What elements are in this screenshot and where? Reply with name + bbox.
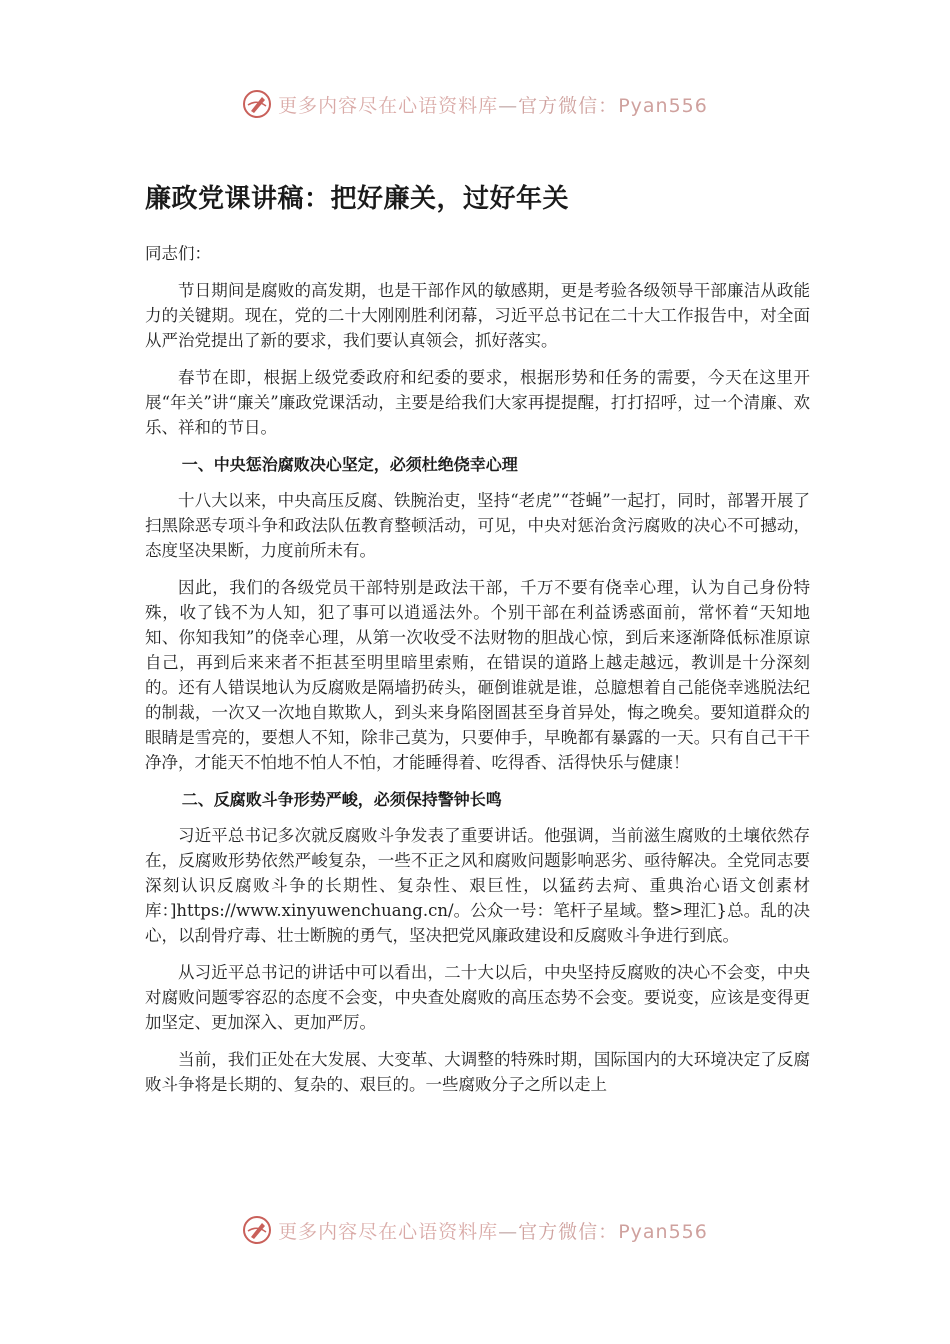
paragraph-5: 习近平总书记多次就反腐败斗争发表了重要讲话。他强调，当前滋生腐败的土壤依然存在，反腐败形势依然严峻复杂，一些不正之风和腐败问题影响恶劣、亟待解决。全党同志要深刻认识反腐败斗争的长期性、复杂性、艰巨性，以猛药去疴、重典治心语文创素材库：]https://www.xinyuwenchuang.cn/。公众一号：笔杆子星域。整>理汇}总。乱的决心，以刮骨疗毒、壮士断腕的勇气，坚决把党风廉政建设和反腐败斗争进行到底。	[145, 826, 810, 945]
document-body	[145, 178, 810, 1109]
banner-wechat-id: Pyan556	[618, 1220, 708, 1243]
pen-ribbon-logo-icon	[242, 1215, 272, 1245]
paragraph-2: 春节在即，根据上级党委政府和纪委的要求，根据形势和任务的需要，今天在这里开展“年关”讲“廉关”廉政党课活动，主要是给我们大家再提提醒，打打招呼，过一个清廉、欢乐、祥和的节日。	[145, 368, 810, 437]
paragraph-3: 十八大以来，中央高压反腐、铁腕治吏，坚持“老虎”“苍蝇”一起打，同时，部署开展了扫黑除恶专项斗争和政法队伍教育整顿活动，可见，中央对惩治贪污腐败的决心不可撼动，态度坚决果断，力度前所未有。	[145, 491, 810, 560]
paragraph-1: 节日期间是腐败的高发期，也是干部作风的敏感期，更是考验各级领导干部廉洁从政能力的关键期。现在，党的二十大刚刚胜利闭幕，习近平总书记在二十大工作报告中，对全面从严治党提出了新的要求，我们要认真领会，抓好落实。	[145, 281, 810, 350]
banner-main-text: 更多内容尽在心语资料库	[278, 1220, 499, 1243]
paragraph-4: 因此，我们的各级党员干部特别是政法干部，千万不要有侥幸心理，认为自己身份特殊，收了钱不为人知，犯了事可以逍遥法外。个别干部在利益诱惑面前，常怀着“天知地知、你知我知”的侥幸心理，从第一次收受不法财物的胆战心惊，到后来逐渐降低标准原谅自己，再到后来来者不拒甚至明里暗里索贿，在错误的道路上越走越远，教训是十分深刻的。还有人错误地认为反腐败是隔墙扔砖头，砸倒谁就是谁，总臆想着自己能侥幸逃脱法纪的制裁，一次又一次地自欺欺人，到头来身陷囹圄甚至身首异处，悔之晚矣。要知道群众的眼睛是雪亮的，要想人不知，除非己莫为，只要伸手，早晚都有暴露的一天。只有自己干干净净，才能天不怕地不怕人不怕，才能睡得着、吃得香、活得快乐与健康！	[145, 578, 810, 772]
banner-separator: —	[498, 1220, 519, 1243]
paragraph-7: 当前，我们正处在大发展、大变革、大调整的特殊时期，国际国内的大环境决定了反腐败斗争将是长期的、复杂的、艰巨的。一些腐败分子之所以走上	[145, 1050, 810, 1094]
section-heading-1: 一、中央惩治腐败决心坚定，必须杜绝侥幸心理	[181, 455, 518, 474]
paragraph-6: 从习近平总书记的讲话中可以看出，二十大以后，中央坚持反腐败的决心不会变，中央对腐败问题零容忍的态度不会变，中央查处腐败的高压态势不会变。要说变，应该是变得更加坚定、更加深入、更加严厉。	[145, 963, 810, 1032]
banner-wechat-label: 官方微信：	[518, 1220, 619, 1243]
salutation: 同志们：	[145, 244, 211, 263]
footer-watermark-banner	[0, 1210, 950, 1250]
banner-wechat-label: 官方微信：	[518, 94, 619, 117]
banner-main-text: 更多内容尽在心语资料库	[278, 94, 499, 117]
pen-ribbon-logo-icon	[242, 89, 272, 119]
document-title: 廉政党课讲稿：把好廉关，过好年关	[145, 184, 570, 214]
banner-wechat-id: Pyan556	[618, 94, 708, 117]
header-watermark-banner	[0, 84, 950, 124]
banner-separator: —	[498, 94, 519, 117]
section-heading-2: 二、反腐败斗争形势严峻，必须保持警钟长鸣	[181, 790, 502, 809]
